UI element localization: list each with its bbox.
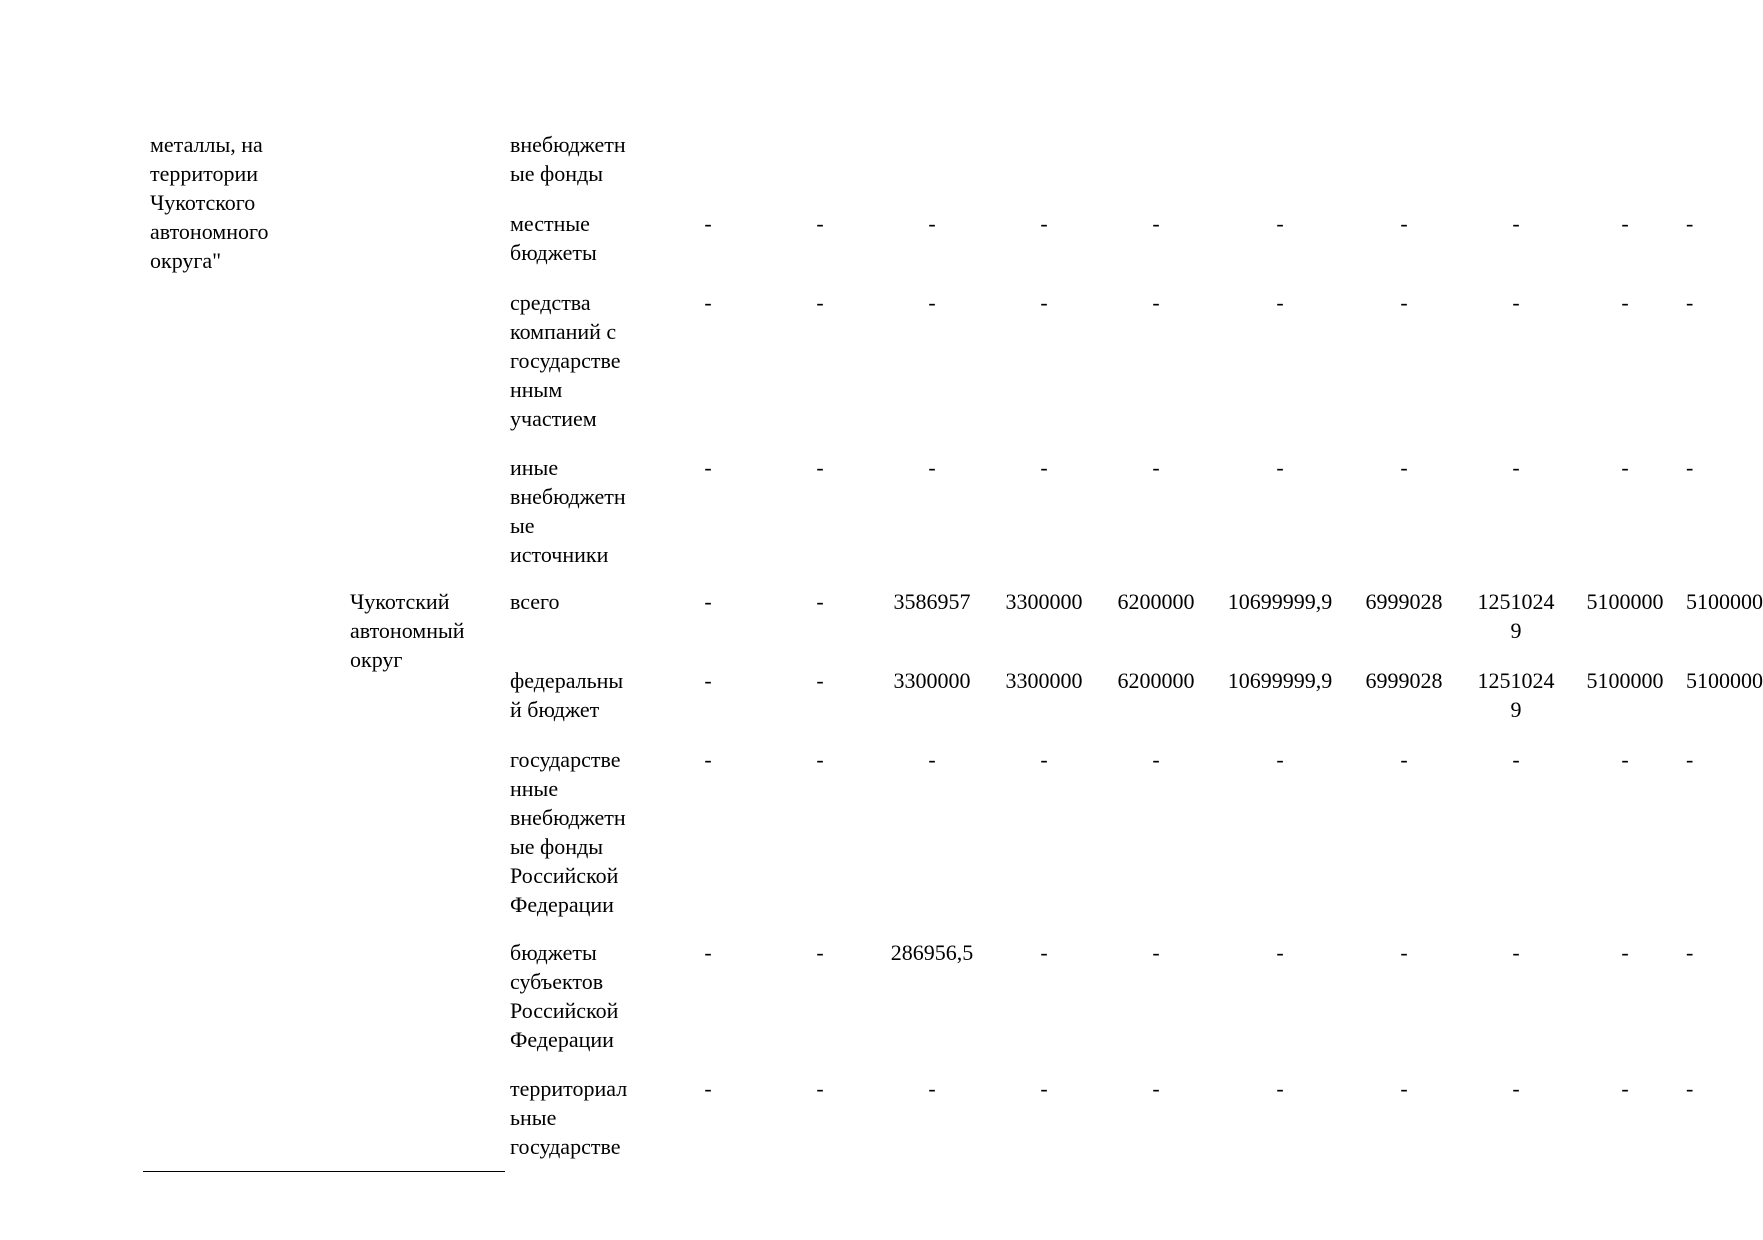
value-cell: - [816,668,824,693]
value-cell: - [704,940,712,965]
value-cell: - [1686,290,1694,315]
value-cell: - [1512,211,1520,236]
value-cell: - [816,589,824,614]
value-cell: 6999028 [1365,668,1443,693]
value-cell: - [1686,940,1694,965]
value-cell: - [1512,1076,1520,1101]
value-cell: - [1276,940,1284,965]
value-cell: - [1040,211,1048,236]
value-cell: - [1686,455,1694,480]
value-cell: - [1400,747,1408,772]
source-cell: территориал ьные государстве [510,1076,628,1159]
value-cell: - [816,290,824,315]
source-cell: всего [510,589,560,614]
value-cell: 5100000 [1686,668,1763,693]
value-cell: - [816,1076,824,1101]
value-cell: - [816,747,824,772]
value-cell: - [1040,747,1048,772]
value-cell: - [1152,747,1160,772]
value-cell: - [816,211,824,236]
value-cell: - [1400,290,1408,315]
value-cell: - [1152,211,1160,236]
value-cell: - [704,211,712,236]
value-cell: - [1512,290,1520,315]
program-name-cell: металлы, на территории Чукотского автономного округа" [150,132,269,273]
value-cell: 286956,5 [890,940,974,965]
value-cell: - [1686,747,1694,772]
value-cell: - [1400,211,1408,236]
value-cell: - [1152,940,1160,965]
source-cell: местные бюджеты [510,211,597,265]
value-cell: - [1621,290,1629,315]
value-cell: - [704,1076,712,1101]
value-cell: - [1621,747,1629,772]
value-cell: - [704,455,712,480]
value-cell: - [1621,211,1629,236]
value-cell: - [1152,290,1160,315]
value-cell: - [1621,940,1629,965]
value-cell: - [1276,211,1284,236]
value-cell: - [928,211,936,236]
value-cell: 10699999,9 [1227,668,1333,693]
value-cell: 3586957 [893,589,971,614]
value-cell: - [1040,455,1048,480]
value-cell: - [704,290,712,315]
value-cell: - [928,747,936,772]
source-cell: внебюджетн ые фонды [510,132,626,186]
value-cell: - [1686,211,1694,236]
value-cell: - [1400,455,1408,480]
value-cell: - [704,589,712,614]
source-cell: государстве нные внебюджетн ые фонды Российской Федерации [510,747,626,917]
value-cell: 6200000 [1117,589,1195,614]
value-cell: 1251024 9 [1477,668,1555,722]
value-cell: - [1512,455,1520,480]
value-cell: - [1276,747,1284,772]
value-cell: 6999028 [1365,589,1443,614]
value-cell: - [816,940,824,965]
value-cell: - [1276,1076,1284,1101]
value-cell: - [928,455,936,480]
value-cell: - [1621,455,1629,480]
value-cell: - [1512,940,1520,965]
source-cell: федеральны й бюджет [510,668,624,722]
value-cell: 5100000 [1586,589,1664,614]
value-cell: - [1152,455,1160,480]
value-cell: - [1621,1076,1629,1101]
value-cell: 3300000 [1005,668,1083,693]
value-cell: 5100000 [1686,589,1763,614]
value-cell: 10699999,9 [1227,589,1333,614]
source-cell: иные внебюджетн ые источники [510,455,626,567]
value-cell: - [1276,290,1284,315]
value-cell: - [704,668,712,693]
value-cell: - [1040,940,1048,965]
value-cell: - [1512,747,1520,772]
value-cell: - [704,747,712,772]
footnote-rule [143,1171,505,1172]
source-cell: средства компаний с государстве нным участием [510,290,621,431]
value-cell: - [816,455,824,480]
value-cell: - [1152,1076,1160,1101]
value-cell: - [928,1076,936,1101]
value-cell: 1251024 9 [1477,589,1555,643]
source-cell: бюджеты субъектов Российской Федерации [510,940,619,1052]
value-cell: 3300000 [1005,589,1083,614]
value-cell: - [1400,940,1408,965]
value-cell: 5100000 [1586,668,1664,693]
value-cell: - [1040,1076,1048,1101]
region-cell: Чукотский автономный округ [350,589,465,672]
value-cell: 6200000 [1117,668,1195,693]
value-cell: 3300000 [893,668,971,693]
value-cell: - [1686,1076,1694,1101]
value-cell: - [1040,290,1048,315]
value-cell: - [1400,1076,1408,1101]
value-cell: - [928,290,936,315]
value-cell: - [1276,455,1284,480]
